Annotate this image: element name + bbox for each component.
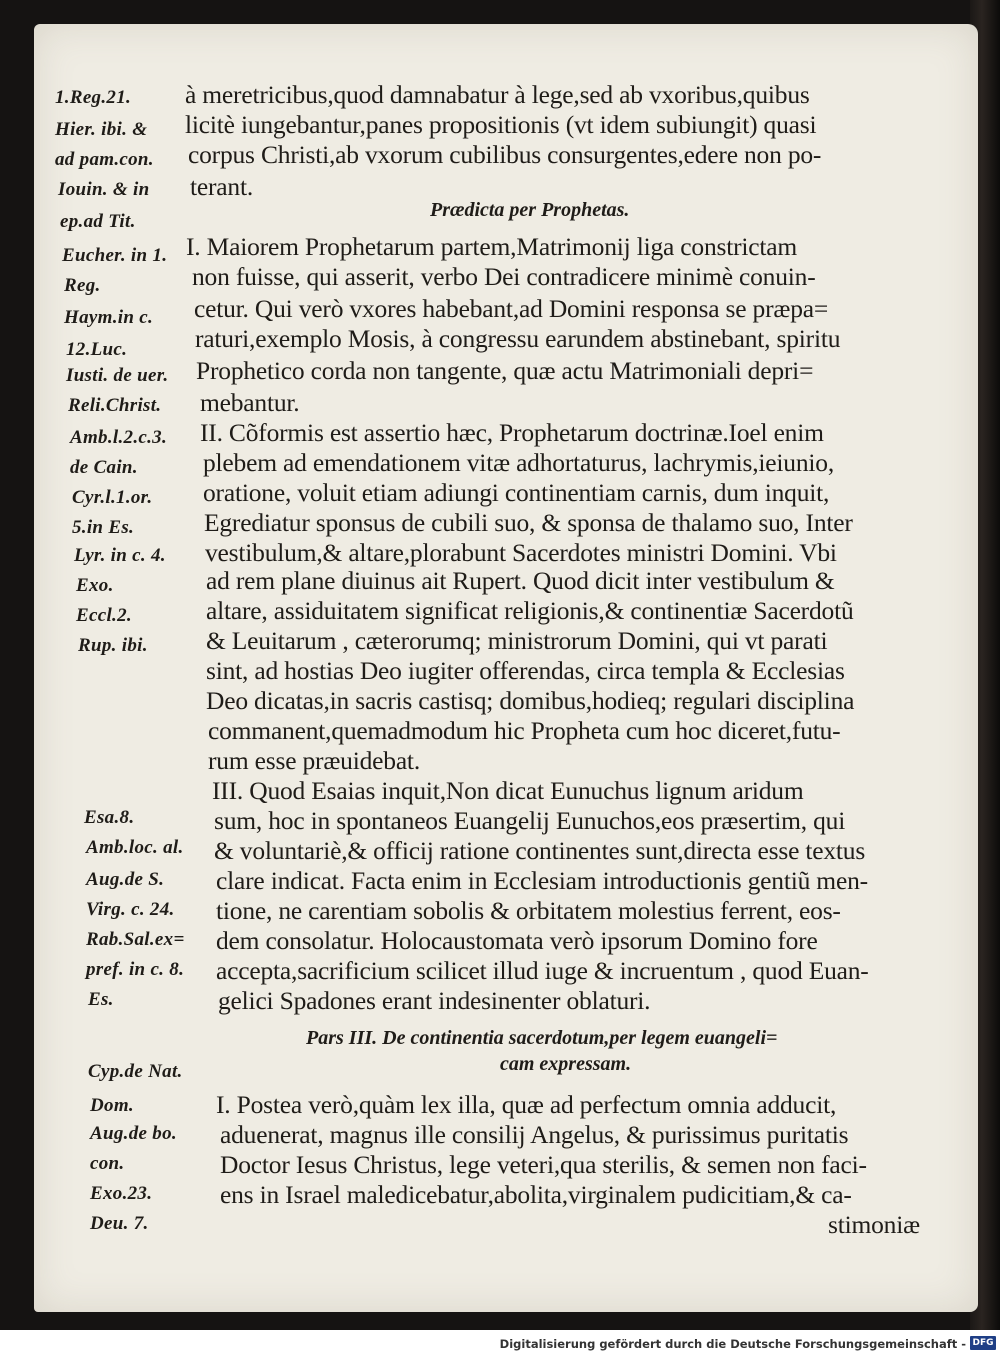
body-line: à meretricibus,quod damnabatur à lege,sed ab vxoribus,quibus — [185, 80, 810, 109]
margin-note: Cyr.l.1.or. — [72, 487, 153, 508]
margin-note: con. — [90, 1153, 125, 1174]
body-line: aduenerat, magnus ille consilij Angelus, & purissimus puritatis — [220, 1120, 849, 1149]
body-line: gelici Spadones erant indesinenter oblaturi. — [218, 986, 651, 1015]
section-heading: Prædicta per Prophetas. — [430, 199, 630, 221]
section-heading: cam expressam. — [500, 1053, 632, 1075]
margin-note: Eccl.2. — [76, 605, 132, 626]
body-line: dem consolatur. Holocaustomata verò ipsorum Domino fore — [216, 926, 818, 955]
body-line: I. Postea verò,quàm lex illa, quæ ad perfectum omnia adducit, — [216, 1090, 837, 1119]
margin-note: Hier. ibi. & — [55, 119, 148, 140]
margin-note: ep.ad Tit. — [60, 211, 136, 232]
body-line: ad rem plane diuinus ait Rupert. Quod dicit inter vestibulum & — [206, 566, 835, 595]
section-heading: Pars III. De continentia sacerdotum,per legem euangeli= — [306, 1027, 778, 1049]
body-line: clare indicat. Facta enim in Ecclesiam introductionis gentiũ men- — [216, 866, 868, 895]
body-line: ens in Israel maledicebatur,abolita,virginalem pudicitiam,& ca- — [220, 1180, 852, 1209]
body-line: Doctor Iesus Christus, lege veteri,qua sterilis, & semen non faci- — [220, 1150, 867, 1179]
body-line: licitè iungebantur,panes propositionis (vt idem subiungit) quasi — [185, 110, 817, 139]
margin-note: ad pam.con. — [55, 149, 154, 170]
body-line: stimoniæ — [828, 1210, 920, 1239]
margin-note: Amb.loc. al. — [86, 837, 184, 858]
margin-note: Aug.de S. — [86, 869, 165, 890]
margin-note: Lyr. in c. 4. — [74, 545, 166, 566]
body-line: altare, assiduitatem significat religionis,& continentiæ Sacerdotũ — [206, 596, 854, 625]
body-line: tione, ne carentiam sobolis & orbitatem molestius ferrent, eos- — [216, 896, 841, 925]
body-line: sum, hoc in spontaneos Euangelij Eunuchos,eos præsertim, qui — [214, 806, 846, 835]
body-line: rum esse præuidebat. — [208, 746, 420, 775]
body-line: mebantur. — [200, 388, 300, 417]
margin-note: Virg. c. 24. — [86, 899, 175, 920]
digitization-footer — [0, 1330, 1000, 1356]
body-line: commanent,quemadmodum hic Propheta cum hoc diceret,futu- — [208, 716, 841, 745]
margin-note: Dom. — [90, 1095, 134, 1116]
margin-note: Reli.Christ. — [68, 395, 162, 416]
body-line: corpus Christi,ab vxorum cubilibus consurgentes,edere non po- — [188, 140, 822, 169]
body-line: II. Cõformis est assertio hæc, Prophetarum doctrinæ.Ioel enim — [200, 418, 824, 447]
margin-note: Haym.in c. — [64, 307, 154, 328]
body-line: cetur. Qui verò vxores habebant,ad Domini responsa se præpa= — [194, 294, 829, 323]
margin-note: Rab.Sal.ex= — [86, 929, 185, 950]
margin-note: Es. — [88, 989, 114, 1010]
margin-note: Reg. — [64, 275, 101, 296]
margin-note: Eucher. in 1. — [62, 245, 168, 266]
body-line: non fuisse, qui asserit, verbo Dei contradicere minimè conuin- — [192, 262, 816, 291]
margin-note: Deu. 7. — [90, 1213, 149, 1234]
margin-note: Esa.8. — [84, 807, 135, 828]
body-line: & Leuitarum , cæterorumq; ministrorum Domini, qui vt parati — [206, 626, 828, 655]
margin-note: Cyp.de Nat. — [88, 1061, 183, 1082]
body-line: plebem ad emendationem vitæ adhortaturus, lachrymis,ieiunio, — [203, 448, 835, 477]
body-line: vestibulum,& altare,plorabunt Sacerdotes ministri Domini. Vbi — [205, 538, 837, 567]
body-line: I. Maiorem Prophetarum partem,Matrimonij liga constrictam — [186, 232, 798, 261]
body-line: raturi,exemplo Mosis, à congressu earundem abstinebant, spiritu — [195, 324, 841, 353]
body-line: sint, ad hostias Deo iugiter offerendas, circa templa & Ecclesias — [206, 656, 845, 685]
margin-note: pref. in c. 8. — [86, 959, 185, 980]
dfg-logo: DFG — [970, 1336, 996, 1350]
margin-note: 12.Luc. — [66, 339, 128, 360]
margin-note: Rup. ibi. — [78, 635, 148, 656]
body-line: Prophetico corda non tangente, quæ actu Matrimoniali depri= — [196, 356, 814, 385]
body-line: Egrediatur sponsus de cubili suo, & sponsa de thalamo suo, Inter — [204, 508, 853, 537]
body-line: accepta,sacrificium scilicet illud iuge & incruentum , quod Euan- — [216, 956, 869, 985]
margin-note: Exo. — [76, 575, 114, 596]
margin-note: de Cain. — [70, 457, 138, 478]
body-line: Deo dicatas,in sacris castisq; domibus,hodieq; regulari disciplina — [206, 686, 855, 715]
margin-note: Exo.23. — [90, 1183, 153, 1204]
margin-note: Amb.l.2.c.3. — [70, 427, 168, 448]
margin-note: Iouin. & in — [58, 179, 150, 200]
body-line: III. Quod Esaias inquit,Non dicat Eunuchus lignum aridum — [212, 776, 804, 805]
body-line: oratione, voluit etiam adiungi continentiam carnis, dum inquit, — [203, 478, 830, 507]
body-line: & voluntariè,& officij ratione continentes sunt,directa esse textus — [214, 836, 866, 865]
margin-note: Iusti. de uer. — [66, 365, 169, 386]
body-line: terant. — [190, 172, 254, 201]
footer-credit: Digitalisierung gefördert durch die Deutsche Forschungsgemeinschaft - — [499, 1337, 966, 1351]
margin-note: 1.Reg.21. — [55, 87, 132, 108]
margin-note: 5.in Es. — [72, 517, 135, 538]
margin-note: Aug.de bo. — [90, 1123, 177, 1144]
